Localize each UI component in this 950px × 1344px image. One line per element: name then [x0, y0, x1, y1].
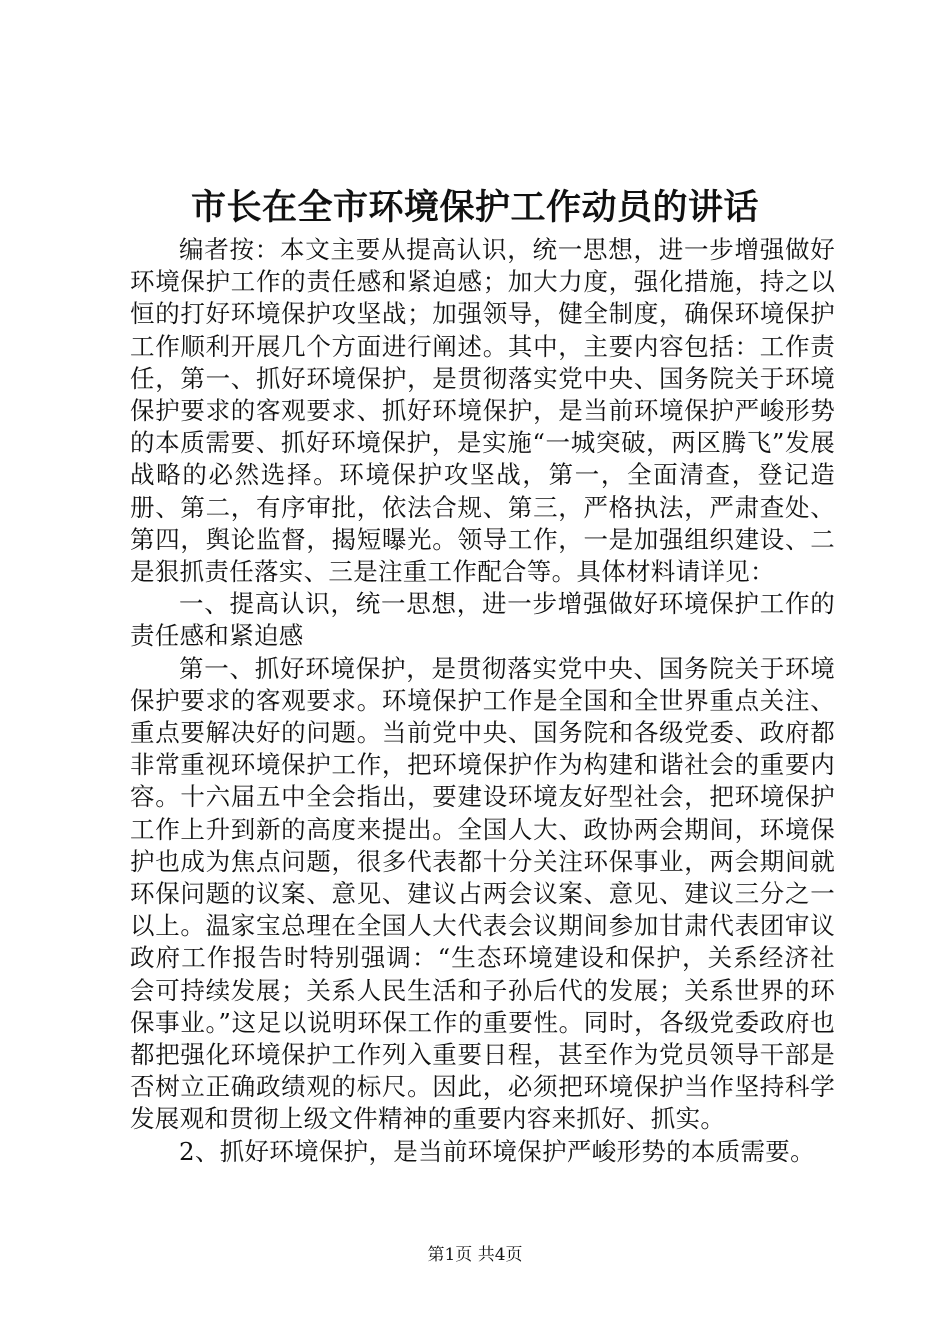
page-number: 第1页 共4页 — [427, 1245, 523, 1265]
paragraph-section-heading: 一、提高认识，统一思想，进一步增强做好环境保护工作的责任感和紧迫感 — [130, 589, 835, 651]
paragraph-first-point: 第一、抓好环境保护，是贯彻落实党中央、国务院关于环境保护要求的客观要求。环境保护工作是全国和全世界重点关注、重点要解决好的问题。当前党中央、国务院和各级党委、政府都非常重视环境保护工作，把环境保护作为构建和谐社会的重要内容。十六届五中全会指出，要建设环境友好型社会，把环境保护工作上升到新的高度来提出。全国人大、政协两会期间，环境保护也成为焦点问题，很多代表都十分关注环保事业，两会期间就环保问题的议案、意见、建议占两会议案、意见、建议三分之一以上。温家宝总理在全国人大代表会议期间参加甘肃代表团审议政府工作报告时特别强调：“生态环境建设和保护，关系经济社会可持续发展；关系人民生活和子孙后代的发展；关系世界的环保事业。”这足以说明环保工作的重要性。同时，各级党委政府也都把强化环境保护工作列入重要日程，甚至作为党员领导干部是否树立正确政绩观的标尺。因此，必须把环境保护当作坚持科学发展观和贯彻上级文件精神的重要内容来抓好、抓实。 — [130, 653, 835, 1134]
paragraph-editor-note: 编者按：本文主要从提高认识，统一思想，进一步增强做好环境保护工作的责任感和紧迫感；加大力度，强化措施，持之以恒的打好环境保护攻坚战；加强领导，健全制度，确保环境保护工作顺利开展几个方面进行阐述。其中，主要内容包括：工作责任，第一、抓好环境保护，是贯彻落实党中央、国务院关于环境保护要求的客观要求、抓好环境保护，是当前环境保护严峻形势的本质需要、抓好环境保护，是实施“一城突破，两区腾飞”发展战略的必然选择。环境保护攻坚战，第一，全面清查，登记造册、第二，有序审批，依法合规、第三，严格执法，严肃查处、第四，舆论监督，揭短曝光。领导工作，一是加强组织建设、二是狠抓责任落实、三是注重工作配合等。具体材料请详见： — [130, 235, 835, 587]
document-body — [130, 234, 835, 1168]
paragraph-second-point: 2、抓好环境保护，是当前环境保护严峻形势的本质需要。 — [179, 1136, 815, 1166]
document-title: 市长在全市环境保护工作动员的讲话 — [190, 187, 759, 228]
